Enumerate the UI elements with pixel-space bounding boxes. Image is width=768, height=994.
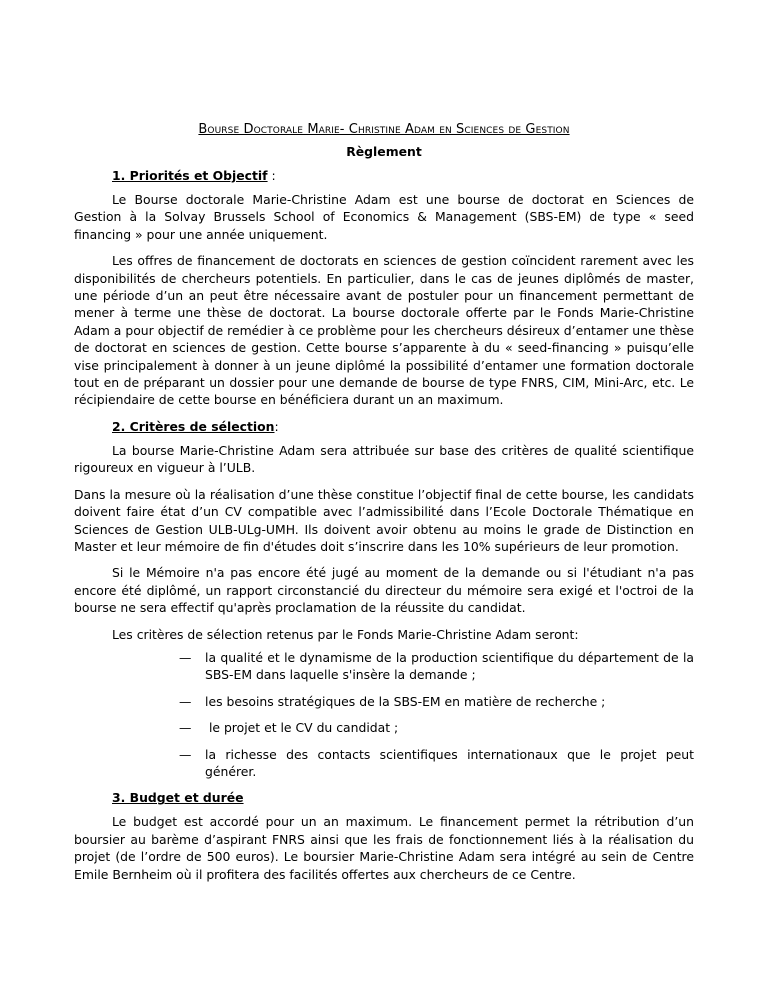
section-3-title: 3. Budget et durée [112, 790, 244, 806]
criteria-item [179, 649, 694, 684]
section-1-title: 1. Priorités et Objectif [112, 168, 268, 183]
section-1-paragraph: Les offres de financement de doctorats en sciences de gestion coïncident rarement avec les disponibilités de chercheurs potentiels. En particulier, dans le cas de jeunes diplômés de master, une période d’un an peut être nécessaire avant de postuler pour un financement permettant de mener à terme une thèse de doctorat. La bourse doctorale offerte par le Fonds Marie-Christine Adam a pour objectif de remédier à ce problème pour les chercheurs désireux d’entamer une thèse de doctorat en sciences de gestion. Cette bourse s’apparente à du « seed-financing » puisqu’elle vise principalement à donner à un jeune diplômé la possibilité d’entamer une formation doctorale tout en de préparant un dossier pour une demande de bourse de type FNRS, CIM, Mini-Arc, etc. Le récipiendaire de cette bourse en bénéficiera durant un an maximum. [74, 253, 694, 408]
document-page [74, 121, 694, 892]
dash-bullet: — [179, 720, 192, 736]
dash-bullet: — [179, 746, 192, 762]
section-2-paragraph: Les critères de sélection retenus par le Fonds Marie-Christine Adam seront: [112, 626, 579, 642]
criteria-item-text: la qualité et le dynamisme de la production scientifique du département de la SBS-EM dans laquelle s'insère la demande ; [205, 649, 694, 683]
criteria-item [179, 719, 694, 736]
section-1-heading [112, 167, 694, 185]
section-2-heading [112, 418, 694, 436]
criteria-list [74, 649, 694, 780]
section-2-title: 2. Critères de sélection [112, 418, 275, 434]
section-2-paragraph: Si le Mémoire n'a pas encore été jugé au moment de la demande ou si l'étudiant n'a pas encore été diplômé, un rapport circonstancié du directeur du mémoire sera exigé et l'octroi de la bourse ne sera effectif qu'après proclamation de la réussite du candidat. [74, 565, 694, 616]
criteria-item-text: la richesse des contacts scientifiques internationaux que le projet peut générer. [205, 746, 694, 779]
section-3-heading [112, 789, 694, 807]
dash-bullet: — [179, 693, 192, 709]
criteria-item-text: les besoins stratégiques de la SBS-EM en matière de recherche ; [205, 693, 606, 709]
section-1-paragraph: Le Bourse doctorale Marie-Christine Adam est une bourse de doctorat en Sciences de Gestion à la Solvay Brussels School of Economics & Management (SBS-EM) de type « seed financing » pour une année uniquement. [74, 192, 694, 242]
section-2-paragraph: Dans la mesure où la réalisation d’une thèse constitue l’objectif final de cette bourse, les candidats doivent faire état d’un CV compatible avec l’admissibilité dans l’Ecole Doctorale Thématique en Sciences de Gestion ULB-ULg-UMH. Ils doivent avoir obtenu au moins le grade de Distinction en Master et leur mémoire de fin d'études doit s’inscrire dans les 10% supérieurs de leur promotion. [74, 486, 694, 554]
criteria-item [179, 693, 694, 710]
section-3-paragraph: Le budget est accordé pour un an maximum. Le financement permet la rétribution d’un boursier au barème d’aspirant FNRS ainsi que les frais de fonctionnement liés à la réalisation du projet (de l’ordre de 500 euros). Le boursier Marie-Christine Adam sera intégré au sein de Centre Emile Bernheim où il profitera des facilités offertes aux chercheurs de ce Centre. [74, 814, 694, 882]
dash-bullet: — [179, 649, 192, 665]
section-1-title-suffix: : [267, 168, 276, 183]
section-2-paragraph: La bourse Marie-Christine Adam sera attribuée sur base des critères de qualité scientifique rigoureux en vigueur à l’ULB. [74, 442, 694, 476]
document-subtitle: Règlement [346, 144, 422, 159]
section-2-title-suffix: : [274, 418, 279, 434]
criteria-item-text: le projet et le CV du candidat ; [205, 720, 399, 736]
document-title: Bourse Doctorale Marie- Christine Adam en Sciences de Gestion [198, 122, 570, 137]
criteria-item [179, 746, 694, 781]
